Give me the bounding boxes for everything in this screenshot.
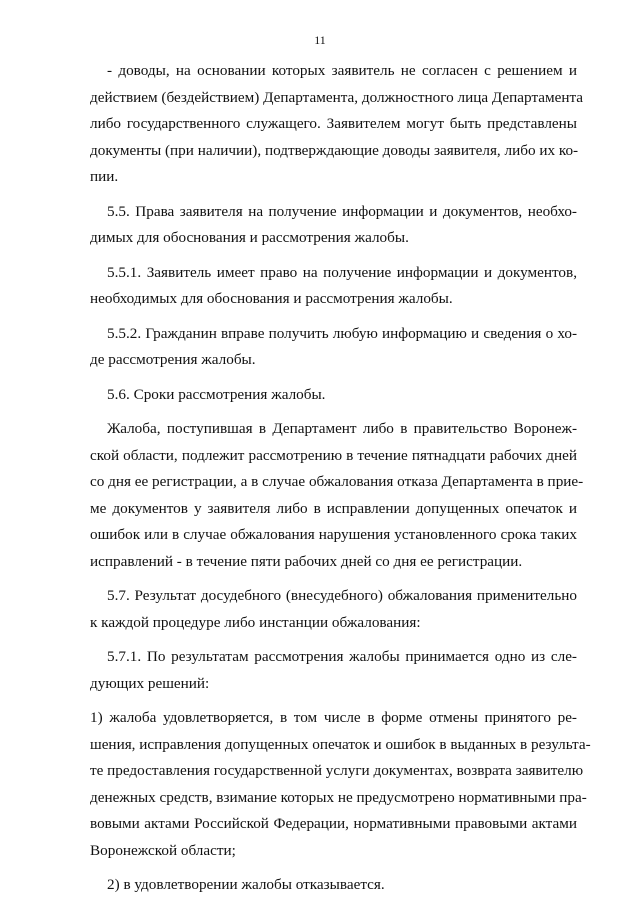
- text-line: 5.7.1. По результатам рассмотрения жалобы принимается одно из сле-: [107, 648, 577, 665]
- text-line: 2) в удовлетворении жалобы отказывается.: [107, 876, 385, 893]
- text-line: действием (бездействием) Департамента, должностного лица Департамента: [90, 88, 584, 106]
- list-item-complaint-satisfied: [90, 705, 591, 864]
- paragraph-section-5-7: [90, 583, 577, 636]
- text-line: ской области, подлежит рассмотрению в течение пятнадцати рабочих дней: [90, 446, 577, 464]
- text-line: вовыми актами Российской Федерации, нормативными правовыми актами: [90, 815, 577, 832]
- text-line: - доводы, на основании которых заявитель не согласен с решением и: [107, 62, 577, 79]
- text-line: дующих решений:: [90, 674, 210, 692]
- text-line: исправлений - в течение пяти рабочих дней со дня ее регистрации.: [90, 552, 523, 570]
- text-line: Воронежской области;: [90, 841, 236, 859]
- text-line: шения, исправления допущенных опечаток и ошибок в выданных в результа-: [90, 735, 591, 753]
- paragraph-section-5-6: [90, 382, 577, 409]
- text-line: со дня ее регистрации, а в случае обжалования отказа Департамента в прие-: [90, 473, 584, 490]
- document-body: [90, 58, 591, 899]
- text-line: димых для обоснования и рассмотрения жалобы.: [90, 229, 409, 246]
- text-line: 5.5.2. Гражданин вправе получить любую информацию и сведения о хо-: [107, 324, 577, 342]
- text-line: 1) жалоба удовлетворяется, в том числе в форме отмены принятого ре-: [90, 709, 577, 726]
- paragraph-section-5-5-2: [90, 321, 577, 374]
- paragraph-objection-arguments: [90, 58, 584, 191]
- text-line: либо государственного служащего. Заявителем могут быть представлены: [90, 115, 577, 132]
- paragraph-section-5-7-1: [90, 644, 577, 697]
- text-line: необходимых для обоснования и рассмотрения жалобы.: [90, 290, 453, 307]
- list-item-complaint-rejected: [90, 872, 577, 899]
- text-line: 5.7. Результат досудебного (внесудебного) обжалования применительно: [107, 587, 577, 604]
- text-line: Жалоба, поступившая в Департамент либо в правительство Воронеж-: [107, 420, 577, 437]
- text-line: документы (при наличии), подтверждающие доводы заявителя, либо их ко-: [90, 141, 579, 159]
- text-line: 5.5. Права заявителя на получение информации и документов, необхо-: [107, 202, 577, 220]
- paragraph-section-5-5-1: [90, 260, 577, 313]
- text-line: к каждой процедуре либо инстанции обжалования:: [90, 613, 421, 631]
- text-line: 5.6. Сроки рассмотрения жалобы.: [107, 385, 326, 403]
- text-line: пии.: [90, 168, 119, 185]
- paragraph-section-5-5: [90, 199, 577, 252]
- text-line: ошибок или в случае обжалования нарушения установленного срока таких: [90, 526, 577, 543]
- text-line: 5.5.1. Заявитель имеет право на получение информации и документов,: [107, 263, 577, 281]
- page-number: 11: [314, 33, 326, 47]
- text-line: де рассмотрения жалобы.: [90, 351, 256, 368]
- text-line: те предоставления государственной услуги документах, возврата заявителю: [90, 762, 584, 779]
- text-line: ме документов у заявителя либо в исправлении допущенных опечаток и: [90, 499, 577, 517]
- paragraph-complaint-terms: [90, 416, 584, 575]
- text-line: денежных средств, взимание которых не предусмотрено нормативными пра-: [90, 788, 587, 806]
